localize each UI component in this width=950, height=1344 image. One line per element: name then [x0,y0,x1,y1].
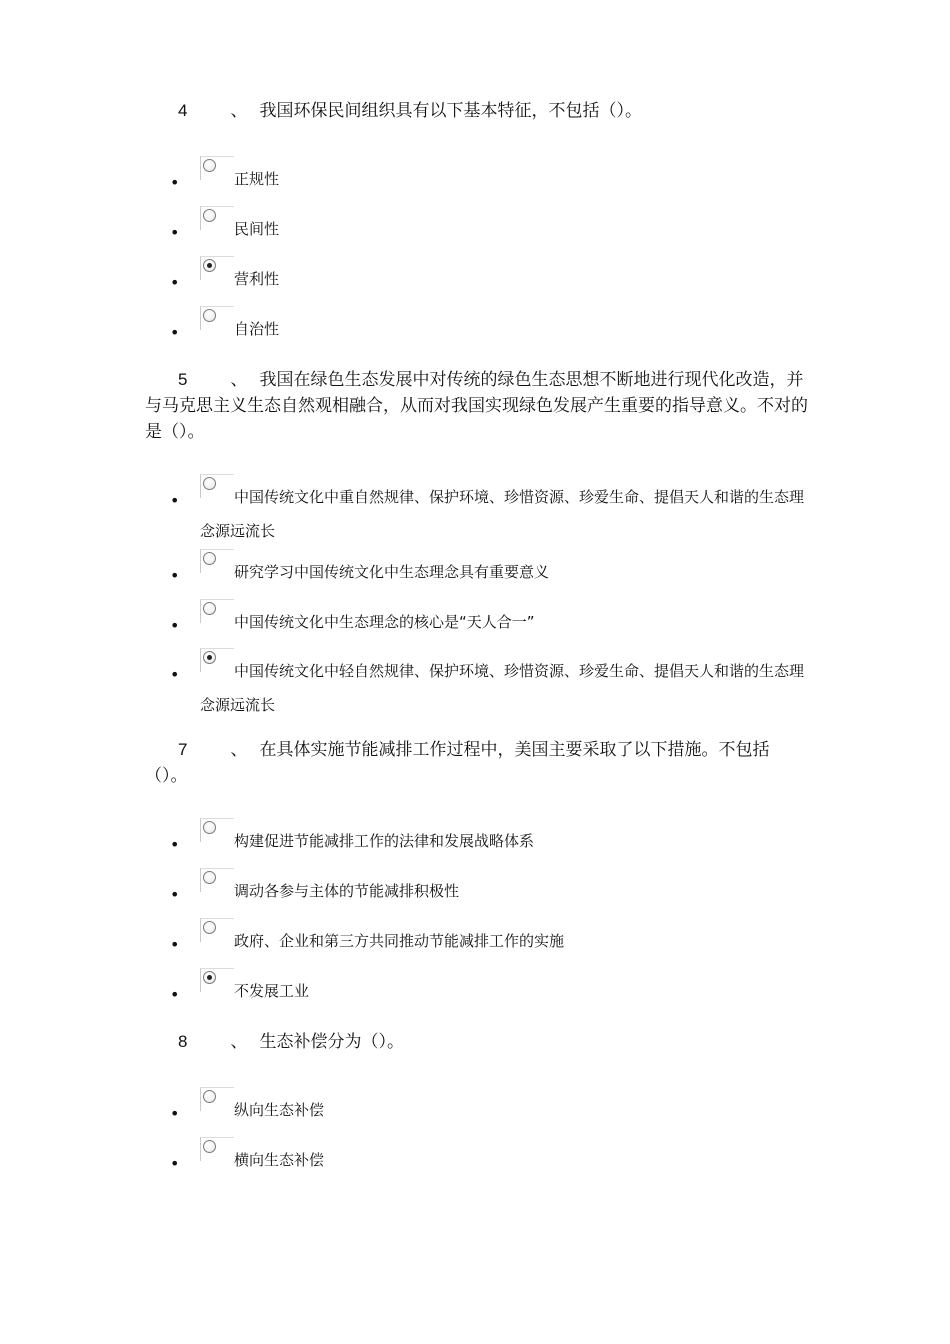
option-q7-d[interactable] [170,972,810,1008]
question-text: 在具体实施节能减排工作过程中，美国主要采取了以下措施。不包括（）。 [145,740,770,786]
question-number: 8 [178,1032,188,1051]
bullet [170,310,200,341]
option-label: 研究学习中国传统文化中生态理念具有重要意义 [234,563,550,581]
radio-button[interactable] [203,309,216,322]
radio-button-selected[interactable] [203,259,216,272]
question-separator: 、 [230,370,248,390]
radio-button[interactable] [203,921,216,934]
option-q5-c[interactable] [170,603,810,639]
option-q4-d[interactable] [170,310,810,346]
option-label: 中国传统文化中轻自然规律、保护环境、珍惜资源、珍爱生命、提倡天人和谐的生态理念源远流长 [200,662,805,714]
radio-frame [200,549,234,573]
option-q4-b[interactable] [170,210,810,246]
bullet [170,822,200,853]
radio-frame [200,206,234,230]
question-number: 5 [178,370,188,389]
radio-frame [200,918,234,942]
radio-button[interactable] [203,871,216,884]
bullet [170,1141,200,1172]
question-4 [145,98,810,124]
question-text: 生态补偿分为（）。 [259,1032,404,1052]
radio-button[interactable] [203,1140,216,1153]
option-label: 自治性 [234,320,280,338]
radio-frame [200,868,234,892]
option-label: 横向生态补偿 [234,1151,325,1169]
option-q5-a[interactable] [170,478,810,548]
option-q7-a[interactable] [170,822,810,858]
bullet [170,652,200,683]
radio-button[interactable] [203,1090,216,1103]
radio-frame [200,474,234,498]
bullet [170,260,200,291]
question-7 [145,737,810,789]
bullet [170,160,200,191]
radio-frame [200,256,234,280]
option-label: 民间性 [234,220,280,238]
question-text: 我国环保民间组织具有以下基本特征，不包括（）。 [259,101,642,121]
bullet [170,922,200,953]
option-label: 政府、企业和第三方共同推动节能减排工作的实施 [234,932,565,950]
option-q4-c[interactable] [170,260,810,296]
bullet [170,210,200,241]
option-label: 纵向生态补偿 [234,1101,325,1119]
question-number: 7 [178,740,188,759]
radio-frame [200,1087,234,1111]
bullet [170,478,200,509]
radio-frame [200,306,234,330]
option-label: 中国传统文化中重自然规律、保护环境、珍惜资源、珍爱生命、提倡天人和谐的生态理念源远流长 [200,488,805,540]
option-label: 不发展工业 [234,982,310,1000]
question-8 [145,1029,810,1055]
bullet [170,1091,200,1122]
radio-button[interactable] [203,159,216,172]
option-q7-c[interactable] [170,922,810,958]
option-q7-b[interactable] [170,872,810,908]
question-separator: 、 [230,1032,248,1052]
radio-frame [200,648,234,672]
option-label: 调动各参与主体的节能减排积极性 [234,882,460,900]
option-label: 中国传统文化中生态理念的核心是“天人合一” [234,613,535,631]
bullet [170,553,200,584]
radio-frame [200,156,234,180]
question-text: 我国在绿色生态发展中对传统的绿色生态思想不断地进行现代化改造，并与马克思主义生态自然观相融合，从而对我国实现绿色发展产生重要的指导意义。不对的是（）。 [145,370,808,442]
radio-button[interactable] [203,477,216,490]
option-q5-d[interactable] [170,652,810,722]
radio-frame [200,599,234,623]
radio-frame [200,968,234,992]
radio-button-selected[interactable] [203,651,216,664]
radio-button[interactable] [203,821,216,834]
bullet [170,872,200,903]
radio-frame [200,818,234,842]
bullet [170,972,200,1003]
radio-button[interactable] [203,209,216,222]
question-number: 4 [178,101,188,120]
option-label: 营利性 [234,270,280,288]
radio-button[interactable] [203,602,216,615]
question-separator: 、 [230,740,248,760]
option-q8-b[interactable] [170,1141,810,1177]
option-label: 构建促进节能减排工作的法律和发展战略体系 [234,832,535,850]
option-q8-a[interactable] [170,1091,810,1127]
option-label: 正规性 [234,170,280,188]
question-5 [145,367,810,445]
radio-frame [200,1137,234,1161]
option-q4-a[interactable] [170,160,810,196]
radio-button[interactable] [203,552,216,565]
bullet [170,603,200,634]
radio-button-selected[interactable] [203,971,216,984]
option-q5-b[interactable] [170,553,810,589]
question-separator: 、 [230,101,248,121]
